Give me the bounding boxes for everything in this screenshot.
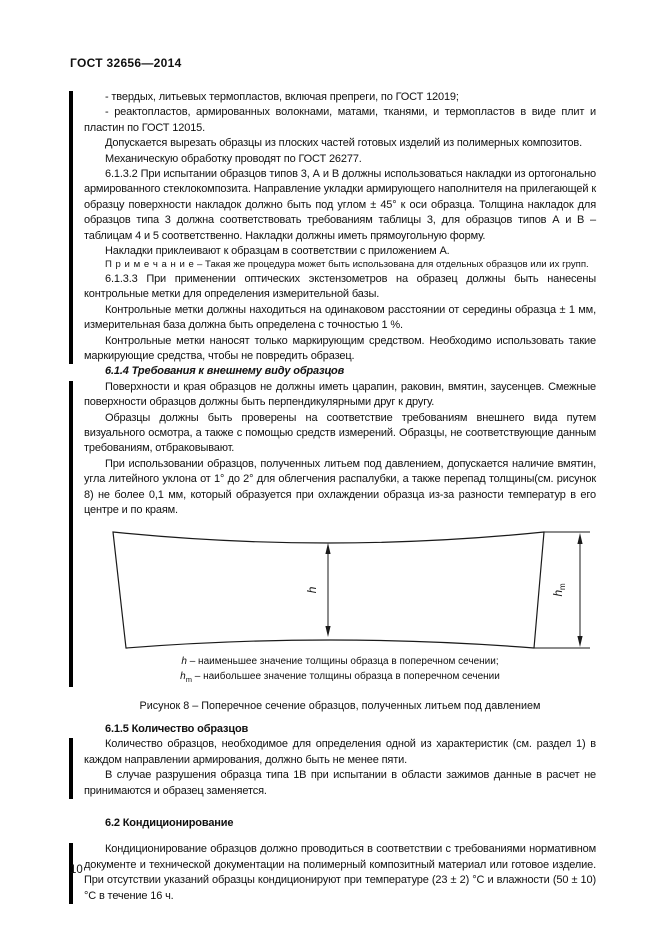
paragraph-6132: 6.1.3.2 При испытании образцов типов 3, А и В должны использоваться накладки из ортогонально армированного стеклокомпозита. Направление укладки армирующего наполнителя на прилегающей к образцу поверхности накладок должно быть под углом ± 45° к оси образца. Толщина накладок для образцов типа 3 должна соответствовать требованиям таблицы 3, для образцов типов А и В – таблицам 4 и 5 соответственно. Накладки должны иметь прямоугольную форму.	[84, 168, 596, 242]
note	[84, 259, 596, 272]
hm-label-symbol: h	[551, 590, 565, 597]
hm-dimension-label	[551, 583, 567, 597]
note-text: – Такая же процедура может быть использована для отдельных образцов или их групп.	[197, 259, 589, 271]
h-arrowhead-up	[325, 543, 330, 554]
paragraph-control-marks-distance: Контрольные метки должны находиться на одинаковом расстоянии от середины образца ± 1 мм, измерительная база должна быть определена с точностью 1 %.	[84, 303, 596, 332]
paragraph-machining: Механическую обработку проводят по ГОСТ 26277.	[105, 152, 362, 165]
paragraph-injection-molding: При использовании образцов, полученных литьем под давлением, допускается наличие вмятин, угла литейного уклона от 1° до 2° для облегчения распалубки, а также перепад толщины(см. рисунок 8) не более 0,1 мм, который образуется при охлаждении образца из-за разности температур в его центре и по краям.	[84, 457, 596, 517]
figure-8	[84, 527, 596, 655]
heading-6-1-4: 6.1.4 Требования к внешнему виду образцов	[105, 365, 345, 378]
paragraph-conditioning: Кондиционирование образцов должно проводиться в соответствии с требованиями нормативном документе и технической документации на полимерный композитный материал или готовое изделие. При отсутствии указаний образцы кондиционируют при температуре (23 ± 2) °С и влажности (50 ± 10) °С в течение 16 ч.	[84, 843, 596, 902]
revision-group-4	[84, 842, 596, 904]
page-content	[84, 90, 596, 904]
legend-text-hm: – наибольшее значение толщины образца в поперечном сечении	[194, 670, 500, 682]
h-dimension-label: h	[305, 587, 319, 594]
heading-6-2: 6.2 Кондиционирование	[105, 816, 234, 829]
legend-text-h: – наименьшее значение толщины образца в поперечном сечении;	[189, 656, 499, 668]
legend-symbol-hm: h	[180, 670, 186, 682]
revision-group-1	[84, 90, 596, 364]
h-arrowhead-down	[325, 626, 330, 637]
legend-symbol-h: h	[181, 656, 187, 668]
page-number: 10	[70, 864, 83, 876]
list-item-thermoplastics: - твердых, литьевых термопластов, включая препреги, по ГОСТ 12019;	[105, 91, 459, 103]
revision-group-3	[84, 737, 596, 799]
change-bar	[69, 91, 73, 364]
note-label: П р и м е ч а н и е	[105, 259, 195, 271]
hm-arrowhead-down	[577, 636, 582, 647]
heading-6-1-5: 6.1.5 Количество образцов	[105, 722, 249, 735]
figure-legend-line-1	[84, 655, 596, 670]
paragraph-visual-inspection: Образцы должны быть проверены на соответствие требованиям внешнего вида путем визуального осмотра, а также с помощью средств измерений. Образцы, не соответствующие данным требованиям, отбраковывают.	[84, 411, 596, 455]
list-item-reactoplastics: - реактопластов, армированных волокнами, матами, тканями, и термопластов в виде плит и пластин по ГОСТ 12015.	[84, 106, 596, 134]
paragraph-specimen-replacement: В случае разрушения образца типа 1В при испытании в области зажимов данные в расчет не принимаются и образец заменяется.	[84, 769, 596, 797]
change-bar	[69, 738, 73, 799]
paragraph-control-marks-marking: Контрольные метки наносят только маркирующим средством. Необходимо использовать такие маркирующие средства, чтобы не повредить образец.	[84, 334, 596, 362]
paragraph-specimen-count: Количество образцов, необходимое для определения одной из характеристик (см. раздел 1) в каждом направлении армирования, должно быть не менее пяти.	[84, 738, 596, 766]
paragraph-cutting-allowed: Допускается вырезать образцы из плоских частей готовых изделий из полимерных композитов.	[105, 137, 582, 150]
standard-number-header: ГОСТ 32656—2014	[70, 56, 182, 70]
figure-8-caption: Рисунок 8 – Поперечное сечение образцов, полученных литьем под давлением	[139, 700, 541, 713]
specimen-cross-section-figure	[84, 527, 596, 655]
paragraph-6133: 6.1.3.3 При применении оптических экстензометров на образец должны быть нанесены контрольные метки для определения измерительной базы.	[84, 272, 596, 301]
hm-label-subscript: m	[558, 583, 567, 591]
figure-legend-line-2	[84, 670, 596, 688]
paragraph-surfaces: Поверхности и края образцов не должны иметь царапин, раковин, вмятин, заусенцев. Смежные поверхности образцов должны быть перпендикулярными друг к другу.	[84, 380, 596, 409]
legend-symbol-hm-sub: m	[185, 674, 192, 684]
change-bar	[69, 381, 73, 688]
paragraph-tabs-gluing: Накладки приклеивают к образцам в соответствии с приложением А.	[105, 245, 450, 258]
revision-group-2	[84, 380, 596, 688]
hm-arrowhead-up	[577, 533, 582, 544]
